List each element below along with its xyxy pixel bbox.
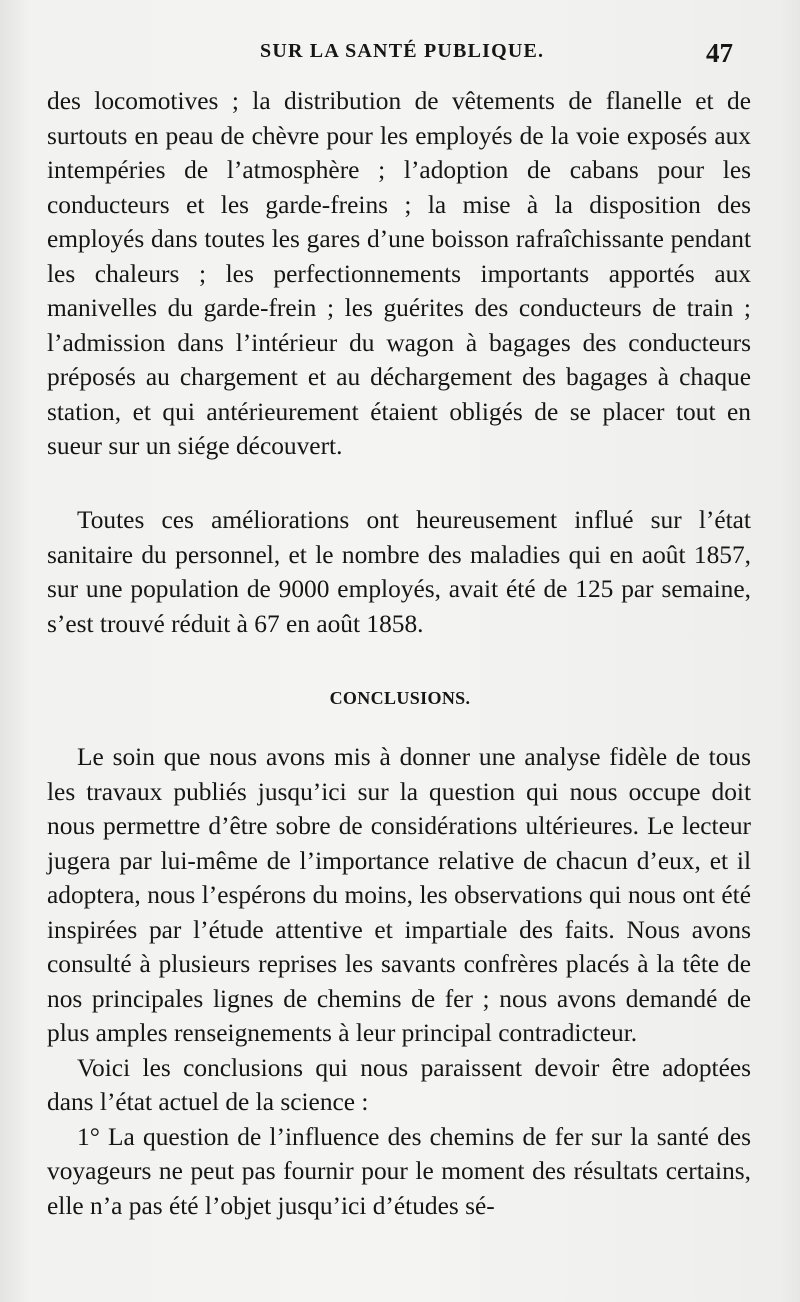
paragraph-conclusions-intro: Voici les conclusions qui nous paraissent devoir être adoptées dans l’état actuel de la science : xyxy=(47,1053,751,1116)
running-head: SUR LA SANTÉ PUBLIQUE. xyxy=(260,40,545,62)
paragraph-conclusion-1: 1° La question de l’influence des chemins de fer sur la santé des voyageurs ne peut pas fournir pour le moment des résultats certains, elle n’a pas été l’objet jusqu’ici d’études sé- xyxy=(47,1122,751,1220)
page-number: 47 xyxy=(706,38,733,68)
text-block-improvements xyxy=(47,503,751,641)
text-block-continuation xyxy=(47,84,751,464)
page-header xyxy=(0,34,800,74)
paragraph-improvements: Toutes ces améliorations ont heureusement influé sur l’état sanitaire du personnel, et le nombre des maladies qui en août 1857, sur une population de 9000 employés, avait été de 125 par semaine, s’est trouvé réduit à 67 en août 1858. xyxy=(47,506,751,638)
paragraph-analysis: Le soin que nous avons mis à donner une analyse fidèle de tous les travaux publiés jusqu’ici sur la question qui nous occupe doit nous permettre d’être sobre de considérations ultérieures. Le lecteur jugera par lui-même de l’importance relative de chacun d’eux, et il adoptera, nous l’espérons du moins, les observations qui nous ont été inspirées par l’étude attentive et impartiale des faits. Nous avons consulté à plusieurs reprises les savants confrères placés à la tête de nos principales lignes de chemins de fer ; nous avons demandé de plus amples renseignements à leur principal contradicteur. xyxy=(47,743,751,1047)
section-heading-conclusions: CONCLUSIONS. xyxy=(329,688,471,708)
paragraph-continuation: des locomotives ; la distribution de vêtements de flanelle et de surtouts en peau de chèvre pour les employés de la voie exposés aux intempéries de l’atmosphère ; l’adoption de cabans pour les conducteurs et les garde-freins ; la mise à la disposition des employés dans toutes les gares d’une boisson rafraîchissante pendant les chaleurs ; les perfectionnements importants apportés aux manivelles du garde-frein ; les guérites des conducteurs de train ; l’admission dans l’intérieur du wagon à bagages des conducteurs préposés au chargement et au déchargement des bagages à chaque station, et qui antérieurement étaient obligés de se placer tout en sueur sur un siége découvert. xyxy=(47,87,751,460)
text-block-conclusions xyxy=(47,740,751,1223)
